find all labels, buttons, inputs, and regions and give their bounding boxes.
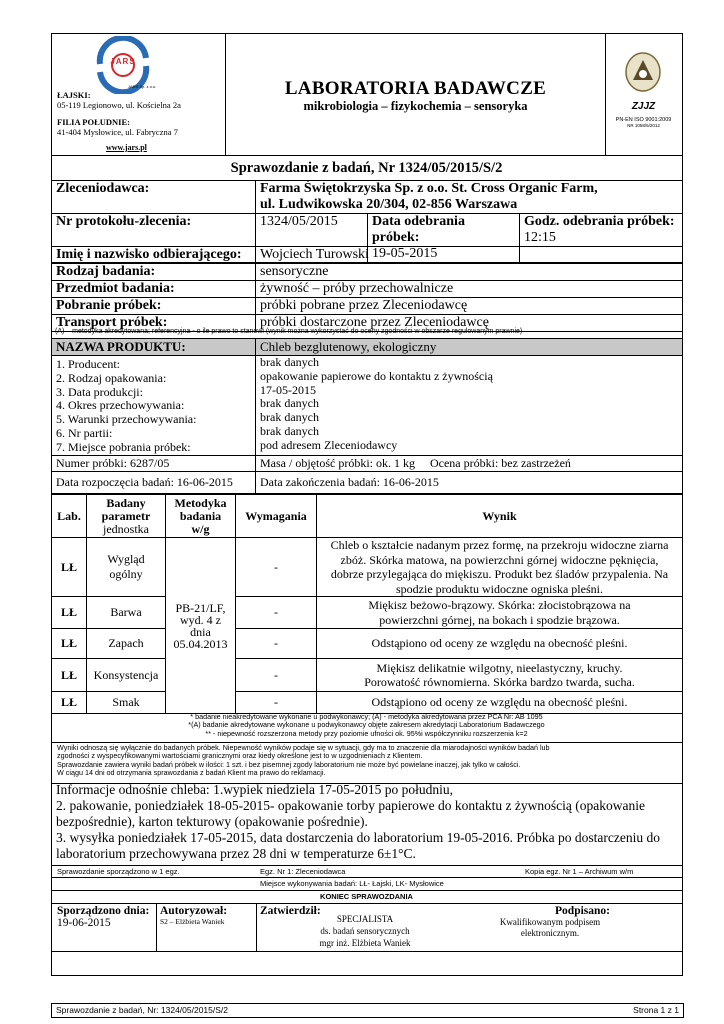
row-result: Chleb o kształcie nadanym przez formę, na przekroju widoczne ziarna zbóż. Skórka matowa, na powierzchni górnej widoczne pęknięcia, dobrze przylegająca do miękiszu. Produkt bez śladów przypalenia. Na spodzie produktu widoczne ogniska pleśni. bbox=[317, 538, 683, 597]
company-address bbox=[57, 90, 217, 137]
disclaimer-line: W ciągu 14 dni od otrzymania sprawozdania z badań Klient ma prawo do reklamacji. bbox=[57, 767, 326, 777]
cert-norm: PN-EN ISO 9001:2009 bbox=[615, 117, 672, 123]
lab-title: LABORATORIA BADAWCZE bbox=[284, 78, 547, 99]
protocol-label: Nr protokołu-zlecenia: bbox=[52, 214, 256, 263]
approved-label: Zatwierdził: bbox=[260, 905, 321, 917]
row-param: Smak bbox=[87, 692, 166, 714]
approved-title: SPECJALISTA bbox=[336, 914, 394, 924]
detail-label: 2. Rodzaj opakowania: bbox=[56, 370, 167, 385]
row-param: Wygląd ogólny bbox=[87, 538, 166, 597]
lab-subtitle: mikrobiologia – fizykochemia – sensoryka bbox=[303, 99, 528, 113]
detail-label: 4. Okres przechowywania: bbox=[56, 398, 185, 413]
website-link[interactable]: www.jars.pl bbox=[106, 143, 147, 152]
product-table bbox=[51, 338, 683, 494]
receipt-date-label: Data odebrania próbek: bbox=[372, 214, 465, 245]
address-label: ŁAJSKI: bbox=[57, 90, 91, 100]
cert-number: NR 1058/5/2012 bbox=[627, 123, 660, 128]
logo-text: JARS bbox=[110, 57, 136, 66]
signed-label: Podpisano: bbox=[555, 905, 610, 917]
bread-info-line: Informacje odnośnie chleba: 1.wypiek niedziela 17-05-2015 po południu, bbox=[56, 782, 454, 797]
info-value: sensoryczne bbox=[256, 264, 683, 281]
row-param: Barwa bbox=[87, 597, 166, 629]
detail-label: 3. Data produkcji: bbox=[56, 384, 143, 399]
client-address: ul. Ludwikowska 20/304, 02-856 Warszawa bbox=[260, 197, 518, 212]
report-title: Sprawozdanie z badań, Nr 1324/05/2015/S/2 bbox=[230, 160, 503, 176]
detail-value: opakowanie papierowe do kontaktu z żywnością bbox=[260, 368, 493, 383]
info-label: Rodzaj badania: bbox=[52, 264, 256, 281]
bread-info-line: 3. wysyłka poniedziałek 17-05-2015, data dostarczenia do laboratorium 19-05-2016. Próbka po dostarczeniu do laboratorium przechowywana przez 28 dni w temperaturze 6±1°C. bbox=[56, 830, 660, 861]
bread-info bbox=[56, 782, 678, 862]
info-value: próbki pobrane przez Zleceniodawcę bbox=[256, 298, 683, 315]
approved-name: mgr inż. Elżbieta Waniek bbox=[319, 938, 411, 948]
footnote-line: * badanie nieakredytowane wykonane u podwykonawcy; (A) - metodyka akredytowana przez PCA Nr: AB 1095 bbox=[190, 712, 543, 721]
header-param-2: parametr bbox=[101, 508, 151, 523]
info-label: Imię i nazwisko odbierającego: bbox=[52, 247, 256, 264]
test-location: Miejsce wykonywania badań: LŁ- Łajski, LK- Mysłowice bbox=[260, 879, 444, 888]
row-result: Odstąpiono od oceny ze względu na obecność pleśni. bbox=[317, 629, 683, 659]
row-result: Odstąpiono od oceny ze względu na obecność pleśni. bbox=[317, 692, 683, 714]
client-name: Farma Świętokrzyska Sp. z o.o. St. Cross Organic Farm, bbox=[260, 181, 598, 196]
method-line-3: 05.04.2013 bbox=[173, 636, 228, 651]
row-lab: LŁ bbox=[52, 538, 87, 597]
signed-line-2: elektronicznym. bbox=[520, 928, 580, 938]
detail-value: brak danych bbox=[260, 423, 319, 438]
method-cell bbox=[166, 538, 236, 714]
prepared-label: Sporządzono dnia: bbox=[57, 905, 150, 917]
header-param-1: Badany bbox=[106, 495, 146, 510]
row-param: Konsystencja bbox=[87, 659, 166, 692]
info-label: Transport próbek: bbox=[52, 315, 256, 332]
page-footer bbox=[51, 1003, 684, 1018]
copy-archive: Kopia egz. Nr 1 – Archiwum w/m bbox=[525, 867, 634, 876]
info-table bbox=[51, 246, 683, 332]
product-name: Chleb bezglutenowy, ekologiczny bbox=[256, 339, 683, 356]
detail-value: brak danych bbox=[260, 410, 319, 425]
row-lab: LŁ bbox=[52, 692, 87, 714]
footer-page-number: Strona 1 z 1 bbox=[633, 1005, 679, 1015]
info-label: Przedmiot badania: bbox=[52, 281, 256, 298]
end-of-report: KONIEC SPRAWOZDANIA bbox=[320, 892, 413, 901]
footer-report-number: Sprawozdanie z badań, Nr: 1324/05/2015/S/2 bbox=[56, 1005, 229, 1015]
approved-dept: ds. badań sensorycznych bbox=[320, 926, 410, 936]
sample-mass: Masa / objętość próbki: ok. 1 kg bbox=[260, 456, 415, 470]
info-value: żywność – próby przechowalnicze bbox=[256, 281, 683, 298]
receipt-time-label: Godz. odebrania próbek: bbox=[524, 214, 675, 229]
info-value: próbki dostarczone przez Zleceniodawcę bbox=[256, 315, 683, 332]
approved-cell bbox=[260, 905, 470, 949]
address-line: 05-119 Legionowo, ul. Kościelna 2a bbox=[57, 100, 181, 110]
author-label: Autoryzował: bbox=[160, 905, 228, 917]
receipt-time: 12:15 bbox=[524, 230, 556, 245]
row-req: - bbox=[236, 692, 317, 714]
detail-value: 17-05-2015 bbox=[260, 382, 316, 397]
author-name: S2 – Elżbieta Waniek bbox=[160, 917, 225, 926]
method-line-2: wyd. 4 z dnia bbox=[180, 612, 221, 639]
branch-address: 41-404 Mysłowice, ul. Fabryczna 7 bbox=[57, 127, 178, 137]
info-label: Pobranie próbek: bbox=[52, 298, 256, 315]
detail-value: brak danych bbox=[260, 355, 319, 369]
header-method-3: w/g bbox=[191, 521, 210, 536]
header-param-3: jednostka bbox=[103, 521, 149, 536]
row-lab: LŁ bbox=[52, 629, 87, 659]
disclaimer-line: zgodności z wyspecyfikowanymi wartościami granicznymi oraz kiedy określone jest to w uzgodnieniach z Klientem. bbox=[57, 751, 423, 761]
detail-label: 6. Nr partii: bbox=[56, 425, 113, 440]
disclaimer-line: Wyniki odnoszą się wyłącznie do badanych próbek. Niepewność wyników podaje się w sytuacji, gdy ma to znaczenie dla miarodajności wyników badań lub bbox=[57, 743, 550, 752]
signed-line-1: Kwalifikowanym podpisem bbox=[499, 917, 601, 927]
product-detail-labels bbox=[52, 356, 256, 456]
method-note: (A) – metodyka akredytowana; referencyjna - o ile prawo to stanowi (wynik można wykorzystać do oceny zgodności w obszarze regulowanym prawnie) bbox=[55, 328, 523, 335]
client-value bbox=[256, 181, 683, 214]
row-req: - bbox=[236, 629, 317, 659]
header-param bbox=[87, 495, 166, 538]
info-value: Wojciech Turowski bbox=[256, 247, 683, 264]
sample-assessment: Ocena próbki: bez zastrzeżeń bbox=[429, 456, 571, 470]
footnote-line: *(A) badanie akredytowane wykonane u podwykonawcy objęte zakresem akredytacji Laboratorium Badawczego bbox=[188, 720, 545, 730]
row-lab: LŁ bbox=[52, 597, 87, 629]
prepared-date: 19-06-2015 bbox=[57, 917, 111, 929]
row-result: Miękisz delikatnie wilgotny, nieelastyczny, kruchy. Porowatość równomierna. Skórka bardzo twarda, sucha. bbox=[317, 659, 683, 692]
header-result: Wynik bbox=[317, 495, 683, 538]
prepared-cell bbox=[57, 905, 152, 929]
start-date: Data rozpoczęcia badań: 16-06-2015 bbox=[52, 472, 256, 494]
row-lab: LŁ bbox=[52, 659, 87, 692]
detail-value: brak danych bbox=[260, 396, 319, 411]
protocol-value: 1324/05/2015 bbox=[256, 214, 368, 263]
header-method-1: Metodyka bbox=[174, 495, 227, 510]
method-line-1: PB-21/LF, bbox=[175, 600, 226, 615]
author-cell bbox=[160, 905, 255, 926]
disclaimer bbox=[57, 744, 677, 777]
detail-label: 7. Miejsce pobrania próbek: bbox=[56, 439, 191, 454]
footnotes bbox=[51, 713, 682, 738]
product-label: NAZWA PRODUKTU: bbox=[52, 339, 256, 356]
cert-label: ZJJZ bbox=[631, 101, 656, 112]
detail-value: pod adresem Zleceniodawcy bbox=[260, 437, 398, 452]
row-req: - bbox=[236, 597, 317, 629]
branch-label: FILIA POŁUDNIE: bbox=[57, 117, 130, 127]
footnote-line: ** - niepewność rozszerzona metody przy poziomie ufności ok. 95%i współczynniku rozszerzenia k=2 bbox=[205, 728, 528, 738]
header-requirements: Wymagania bbox=[236, 495, 317, 538]
disclaimer-line: Sprawozdanie zawiera wyniki badań próbek w ilości: 1 szt. i bez pisemnej zgody laboratorium nie może być powielane inaczej, jak tylko w całości. bbox=[57, 759, 521, 769]
results-table bbox=[51, 494, 683, 714]
certification-seal-icon bbox=[624, 52, 662, 94]
logo-subtext: JARS Sp. z o.o. bbox=[128, 84, 157, 89]
bread-info-line: 2. pakowanie, poniedziałek 18-05-2015- opakowanie torby papierowe do kontaktu z żywnością (opakowanie bezpośrednie), karton tekturowy (opakowanie pośrednie). bbox=[56, 798, 645, 829]
detail-label: 5. Warunki przechowywania: bbox=[56, 412, 197, 427]
copy-client: Egz. Nr 1: Zleceniodawca bbox=[260, 867, 346, 876]
row-result: Miękisz beżowo-brązowy. Skórka: złocistobrązowa na powierzchni górnej, na bokach i spodzie brązowa. bbox=[317, 597, 683, 629]
receipt-date: 19-05-2015 bbox=[372, 246, 438, 261]
header-method bbox=[166, 495, 236, 538]
header-lab: Lab. bbox=[52, 495, 87, 538]
row-req: - bbox=[236, 538, 317, 597]
product-detail-values bbox=[256, 356, 683, 456]
row-param: Zapach bbox=[87, 629, 166, 659]
header-method-2: badania bbox=[179, 508, 222, 523]
sample-number: Numer próbki: 6287/05 bbox=[52, 456, 256, 472]
sample-info-cell bbox=[256, 456, 683, 472]
row-req: - bbox=[236, 659, 317, 692]
end-date: Data zakończenia badań: 16-06-2015 bbox=[256, 472, 683, 494]
signed-cell bbox=[460, 905, 640, 939]
copies-made: Sprawozdanie sporządzono w 1 egz. bbox=[57, 867, 180, 876]
detail-label: 1. Producent: bbox=[56, 357, 120, 371]
client-label: Zleceniodawca: bbox=[52, 181, 256, 214]
